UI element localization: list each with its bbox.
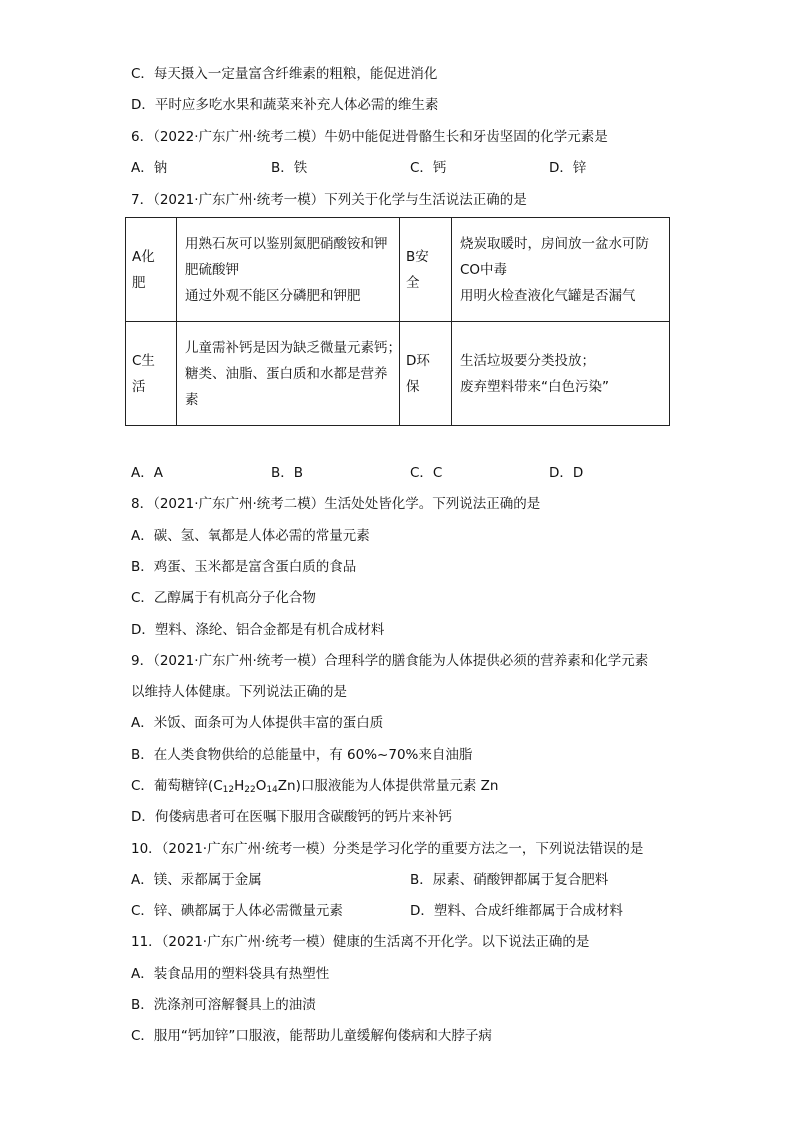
question-7-stem: 7．（2021·广东广州·统考一模）下列关于化学与生活说法正确的是 <box>131 192 527 208</box>
question-11-option-a: A．装食品用的塑料袋具有热塑性 <box>131 966 330 982</box>
question-6-option-d: D．锌 <box>549 160 587 176</box>
table-cell-b-label: B安 全 <box>400 218 452 322</box>
table-cell-a-content: 用熟石灰可以鉴别氮肥硝酸铵和钾 肥硫酸钾 通过外观不能区分磷肥和钾肥 <box>177 218 400 322</box>
question-10-option-c: C．锌、碘都属于人体必需微量元素 <box>131 903 343 919</box>
table-cell-a-label: A化 肥 <box>126 218 177 322</box>
prev-option-c: C．每天摄入一定量富含纤维素的粗粮，能促进消化 <box>131 66 438 82</box>
question-11-stem: 11．（2021·广东广州·统考一模）健康的生活离不开化学。以下说法正确的是 <box>131 934 590 950</box>
question-9-option-a: A．米饭、面条可为人体提供丰富的蛋白质 <box>131 715 384 731</box>
question-8-option-a: A．碳、氢、氧都是人体必需的常量元素 <box>131 528 370 544</box>
question-6-option-c: C．钙 <box>410 160 447 176</box>
question-11-option-c: C．服用“钙加锌”口服液，能帮助儿童缓解佝偻病和大脖子病 <box>131 1028 492 1044</box>
question-11-option-b: B．洗涤剂可溶解餐具上的油渍 <box>131 997 316 1013</box>
question-9-stem-line1: 9．（2021·广东广州·统考一模）合理科学的膳食能为人体提供必须的营养素和化学元素 <box>131 653 649 669</box>
question-7-table <box>125 217 670 426</box>
question-9-option-b: B．在人类食物供给的总能量中，有 60%~70%来自油脂 <box>131 747 473 763</box>
question-7-option-b: B．B <box>271 465 304 481</box>
question-8-option-d: D．塑料、涤纶、铝合金都是有机合成材料 <box>131 622 385 638</box>
table-cell-c-label: C生 活 <box>126 322 177 426</box>
question-10-option-a: A．镁、汞都属于金属 <box>131 872 262 888</box>
table-cell-c-content: 儿童需补钙是因为缺乏微量元素钙； 糖类、油脂、蛋白质和水都是营养 素 <box>177 322 400 426</box>
question-9-option-d: D．佝偻病患者可在医嘱下服用含碳酸钙的钙片来补钙 <box>131 809 452 825</box>
question-8-option-b: B．鸡蛋、玉米都是富含蛋白质的食品 <box>131 559 357 575</box>
question-9-option-c: C．葡萄糖锌$(C_{12}H_{22}O_{14}Zn)$口服液能为人体提供常量元素 Zn <box>131 778 499 795</box>
table-cell-b-content: 烧炭取暖时，房间放一盆水可防 CO中毒 用明火检查液化气罐是否漏气 <box>452 218 670 322</box>
prev-option-d: D．平时应多吃水果和蔬菜来补充人体必需的维生素 <box>131 97 439 113</box>
table-cell-d-label: D环 保 <box>400 322 452 426</box>
table-cell-d-content: 生活垃圾要分类投放； 废弃塑料带来“白色污染” <box>452 322 670 426</box>
question-6-stem: 6．（2022·广东广州·统考二模）牛奶中能促进骨骼生长和牙齿坚固的化学元素是 <box>131 129 608 145</box>
question-7-option-a: A．A <box>131 465 163 481</box>
question-10-option-b: B．尿素、硝酸钾都属于复合肥料 <box>410 872 609 888</box>
question-6-option-a: A．钠 <box>131 160 168 176</box>
question-6-option-b: B．铁 <box>271 160 308 176</box>
question-8-option-c: C．乙醇属于有机高分子化合物 <box>131 590 316 606</box>
question-7-option-c: C．C <box>410 465 443 481</box>
question-8-stem: 8．（2021·广东广州·统考二模）生活处处皆化学。下列说法正确的是 <box>131 496 541 512</box>
question-10-stem: 10．（2021·广东广州·统考一模）分类是学习化学的重要方法之一，下列说法错误的是 <box>131 841 644 857</box>
question-9-stem-line2: 以维持人体健康。下列说法正确的是 <box>131 684 347 700</box>
question-10-option-d: D．塑料、合成纤维都属于合成材料 <box>410 903 623 919</box>
question-7-option-d: D．D <box>549 465 584 481</box>
